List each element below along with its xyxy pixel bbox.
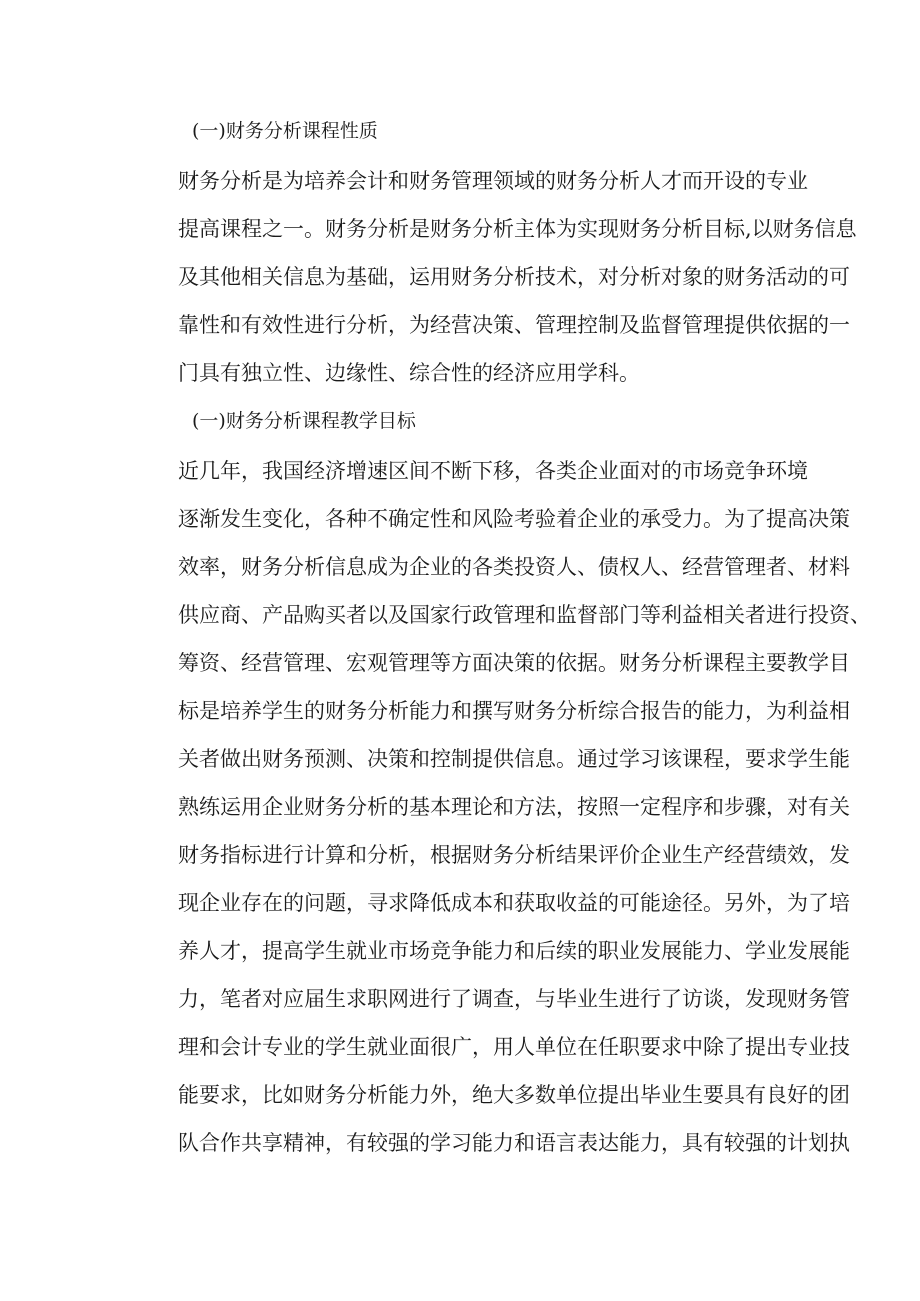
paragraph-line: 提高课程之一。财务分析是财务分析主体为实现财务分析目标,以财务信息	[178, 217, 857, 241]
paragraph-line: 队合作共享精神，有较强的学习能力和语言表达能力，具有较强的计划执	[178, 1131, 850, 1155]
paragraph-line: 逐渐发生变化，各种不确定性和风险考验着企业的承受力。为了提高决策	[178, 507, 850, 531]
paragraph-line: 财务分析是为培养会计和财务管理领域的财务分析人才而开设的专业	[178, 169, 808, 193]
paragraph-line: 及其他相关信息为基础，运用财务分析技术，对分析对象的财务活动的可	[178, 265, 850, 289]
paragraph-line: 财务指标进行计算和分析，根据财务分析结果评价企业生产经营绩效，发	[178, 843, 850, 867]
paragraph-line: 效率，财务分析信息成为企业的各类投资人、债权人、经营管理者、材料	[178, 555, 850, 579]
paragraph-line: 能要求，比如财务分析能力外，绝大多数单位提出毕业生要具有良好的团	[178, 1083, 850, 1107]
paragraph-line: 力，笔者对应届生求职网进行了调查，与毕业生进行了访谈，发现财务管	[178, 987, 850, 1011]
paragraph-line: 标是培养学生的财务分析能力和撰写财务分析综合报告的能力，为利益相	[178, 699, 850, 723]
paragraph-line: 门具有独立性、边缘性、综合性的经济应用学科。	[178, 361, 640, 385]
paragraph-line: 筹资、经营管理、宏观管理等方面决策的依据。财务分析课程主要教学目	[178, 651, 850, 675]
paragraph-line: 理和会计专业的学生就业面很广，用人单位在任职要求中除了提出专业技	[178, 1035, 850, 1059]
section-heading-nature: (一)财务分析课程性质	[192, 120, 378, 142]
section-heading-objectives: (一)财务分析课程教学目标	[192, 410, 416, 432]
paragraph-line: 供应商、产品购买者以及国家行政管理和监督部门等利益相关者进行投资、	[178, 603, 871, 627]
paragraph-line: 关者做出财务预测、决策和控制提供信息。通过学习该课程，要求学生能	[178, 747, 850, 771]
paragraph-line: 现企业存在的问题，寻求降低成本和获取收益的可能途径。另外，为了培	[178, 891, 850, 915]
paragraph-line: 近几年，我国经济增速区间不断下移，各类企业面对的市场竞争环境	[178, 459, 808, 483]
paragraph-line: 靠性和有效性进行分析，为经营决策、管理控制及监督管理提供依据的一	[178, 313, 850, 337]
paragraph-line: 养人才，提高学生就业市场竞争能力和后续的职业发展能力、学业发展能	[178, 939, 850, 963]
paragraph-line: 熟练运用企业财务分析的基本理论和方法，按照一定程序和步骤，对有关	[178, 795, 850, 819]
